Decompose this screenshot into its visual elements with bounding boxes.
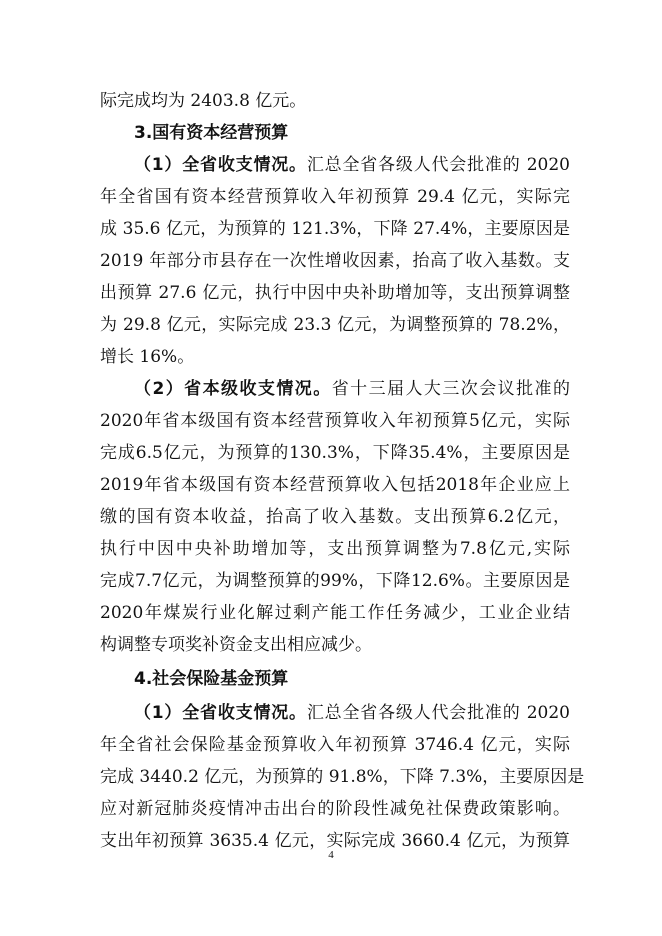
text-line: 2020年省本级国有资本经营预算收入年初预算5亿元，实际 xyxy=(100,411,570,431)
text-line: 际完成均为 2403.8 亿元。 xyxy=(100,91,307,111)
text-line: 2019 年部分市县存在一次性增收因素，抬高了收入基数。支 xyxy=(100,251,570,271)
paragraph-label: （1）全省收支情况。 xyxy=(134,703,307,723)
text-line: 构调整专项奖补资金支出相应减少。 xyxy=(100,635,372,655)
text-line: 支出年初预算 3635.4 亿元，实际完成 3660.4 亿元，为预算 xyxy=(100,831,570,851)
section-heading-4: 4.社会保险基金预算 xyxy=(134,669,289,689)
text-line: 完成7.7亿元，为调整预算的99%，下降12.6%。主要原因是 xyxy=(100,571,570,591)
text-line: 完成 3440.2 亿元，为预算的 91.8%，下降 7.3%，主要原因是 xyxy=(100,767,585,787)
text-line: 出预算 27.6 亿元，执行中因中央补助增加等，支出预算调整 xyxy=(100,283,570,303)
text-line: 成 35.6 亿元，为预算的 121.3%，下降 27.4%，主要原因是 xyxy=(100,219,570,239)
text-line: 2020年煤炭行业化解过剩产能工作任务减少，工业企业结 xyxy=(100,603,570,623)
text-line: 应对新冠肺炎疫情冲击出台的阶段性减免社保费政策影响。 xyxy=(100,799,570,819)
text-line: 增长 16%。 xyxy=(100,347,195,367)
paragraph-text: 汇总全省各级人代会批准的 2020 xyxy=(306,703,570,723)
paragraph-text: 汇总全省各级人代会批准的 2020 xyxy=(306,155,570,175)
text-line: 缴的国有资本收益，抬高了收入基数。支出预算6.2亿元， xyxy=(100,507,570,527)
text-line: 为 29.8 亿元，实际完成 23.3 亿元，为调整预算的 78.2%， xyxy=(100,315,570,335)
text-line: 完成6.5亿元，为预算的130.3%，下降35.4%，主要原因是 xyxy=(100,443,570,463)
paragraph-label: （2）省本级收支情况。 xyxy=(134,379,332,399)
section-heading-3: 3.国有资本经营预算 xyxy=(134,123,289,143)
text-line: 年全省国有资本经营预算收入年初预算 29.4 亿元，实际完 xyxy=(100,187,570,207)
page-number: 4 xyxy=(328,849,334,861)
paragraph-line xyxy=(134,150,570,180)
text-line: 2019年省本级国有资本经营预算收入包括2018年企业应上 xyxy=(100,475,570,495)
text-line: 执行中因中央补助增加等，支出预算调整为7.8亿元,实际 xyxy=(100,539,570,559)
paragraph-text: 省十三届人大三次会议批准的 xyxy=(331,379,570,399)
text-line: 年全省社会保险基金预算收入年初预算 3746.4 亿元，实际 xyxy=(100,735,570,755)
paragraph-label: （1）全省收支情况。 xyxy=(134,155,307,175)
paragraph-line xyxy=(134,698,570,728)
paragraph-line xyxy=(134,374,570,404)
